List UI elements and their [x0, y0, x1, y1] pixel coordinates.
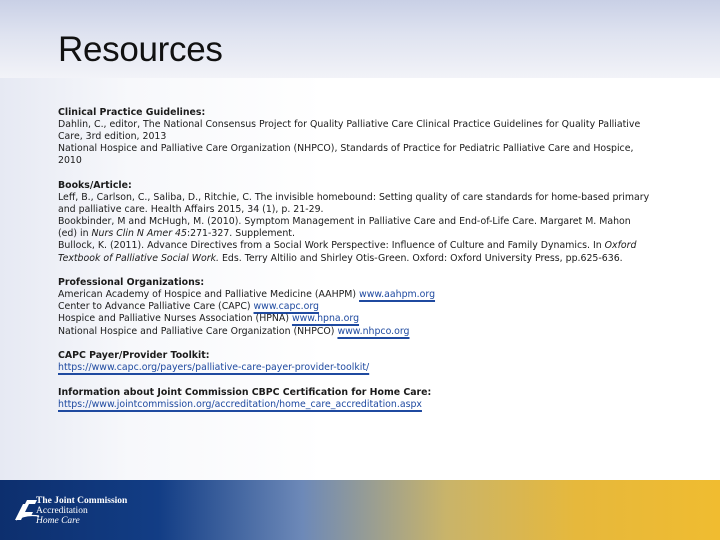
books-book-title: Oxford: [604, 240, 637, 252]
certification-heading: Information about Joint Commission CBPC Certification for Home Care:: [58, 386, 432, 398]
logo-line-2: Accreditation: [36, 506, 88, 516]
toolkit-heading: CAPC Payer/Provider Toolkit:: [58, 350, 210, 362]
guidelines-line: 2010: [58, 155, 82, 167]
books-book-title: Textbook of Palliative Social Work.: [58, 252, 219, 264]
page-title: Resources: [58, 30, 223, 69]
books-line: Leff, B., Carlson, C., Saliba, D., Ritchie, C. The invisible homebound: Setting quality of care standards for home-based primary: [58, 192, 650, 204]
books-text: Eds. Terry Altilio and Shirley Otis-Green. Oxford: Oxford University Press, pp.625-636.: [219, 252, 623, 264]
organization-link[interactable]: www.nhpco.org: [337, 325, 410, 337]
organization-name: American Academy of Hospice and Palliative Medicine (AAHPM): [58, 289, 360, 301]
resources-content: [58, 107, 668, 411]
logo-line-1: The Joint Commission: [36, 496, 128, 506]
organization-name: Center to Advance Palliative Care (CAPC): [58, 301, 254, 313]
books-text: (ed) in: [58, 228, 92, 240]
organization-link[interactable]: www.hpna.org: [291, 313, 360, 325]
organizations-section: [58, 277, 668, 337]
books-line: and palliative care. Health Affairs 2015, 34 (1), p. 21-29.: [58, 204, 324, 216]
organization-name: National Hospice and Palliative Care Organization (NHPCO): [58, 325, 338, 337]
guidelines-line: National Hospice and Palliative Care Organization (NHPCO), Standards of Practice for Pediatric Palliative Care and Hospice,: [58, 143, 634, 155]
organization-item: [58, 313, 668, 325]
joint-commission-logo: [13, 492, 173, 532]
organizations-heading: Professional Organizations:: [58, 277, 205, 289]
books-line: [58, 253, 668, 265]
logo-text: [36, 496, 127, 526]
certification-section: [58, 387, 668, 411]
organization-item: [58, 301, 668, 313]
books-line: Bookbinder, M and McHugh, M. (2010). Symptom Management in Palliative Care and End-of-Life Care. Margaret M. Mahon: [58, 216, 631, 228]
books-section: [58, 180, 668, 265]
organization-name: Hospice and Palliative Nurses Association (HPNA): [58, 313, 292, 325]
logo-line-3: Home Care: [36, 516, 80, 526]
guidelines-section: [58, 107, 668, 167]
organization-link[interactable]: www.aahpm.org: [359, 289, 436, 301]
books-journal: Nurs Clin N Amer 45: [91, 228, 187, 240]
organization-item: [58, 326, 668, 338]
toolkit-section: [58, 350, 668, 374]
certification-link[interactable]: https://www.jointcommission.org/accreditation/home_care_accreditation.aspx: [58, 398, 422, 410]
books-heading: Books/Article:: [58, 179, 132, 191]
books-text: Bullock, K. (2011). Advance Directives from a Social Work Perspective: Influence of Culture and Family Dynamics. In: [58, 240, 605, 252]
guidelines-heading: Clinical Practice Guidelines:: [58, 107, 206, 118]
organization-link[interactable]: www.capc.org: [253, 301, 319, 313]
books-line: [58, 240, 668, 252]
books-text: :271-327. Supplement.: [186, 228, 295, 240]
books-line: [58, 228, 668, 240]
guidelines-line: Care, 3rd edition, 2013: [58, 131, 167, 143]
guidelines-line: Dahlin, C., editor, The National Consensus Project for Quality Palliative Care Clinical Practice Guidelines for Quality Palliative: [58, 119, 641, 131]
toolkit-link[interactable]: https://www.capc.org/payers/palliative-care-payer-provider-toolkit/: [58, 362, 370, 374]
organization-item: [58, 289, 668, 301]
